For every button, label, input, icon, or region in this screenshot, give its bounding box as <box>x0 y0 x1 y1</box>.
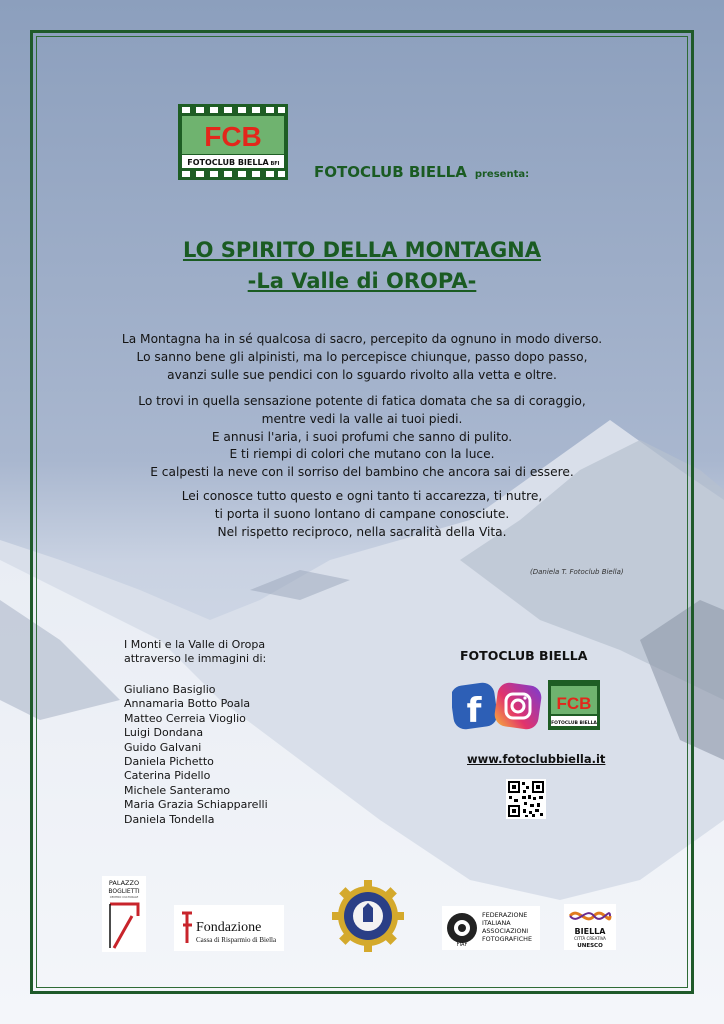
biella-unesco-logo <box>564 904 616 950</box>
svg-text:Fondazione: Fondazione <box>196 920 262 935</box>
poem-line: ti porta il suono lontano di campane conosciute. <box>214 506 510 521</box>
photographer-name: Caterina Pidello <box>124 769 211 783</box>
qr-code-icon[interactable] <box>506 779 546 819</box>
poem-line: E ti riempi di colori che mutano con la luce. <box>229 447 495 462</box>
photographer-list <box>124 683 268 827</box>
small-logo-letters: FCB <box>556 694 592 713</box>
logo-letters: FCB <box>204 121 262 152</box>
exhibition-subtitle: -La Valle di OROPA- <box>247 269 477 293</box>
svg-text:Cassa di Risparmio di Biella: Cassa di Risparmio di Biella <box>196 936 277 944</box>
small-logo-caption: FOTOCLUB BIELLA <box>551 721 597 726</box>
poem-stanza-3 <box>0 488 724 541</box>
website-link[interactable]: www.fotoclubbiella.it <box>467 752 606 766</box>
svg-text:FIAF: FIAF <box>456 942 468 948</box>
social-links <box>452 678 602 736</box>
fotoclub-small-logo-icon <box>548 680 600 730</box>
instagram-icon[interactable] <box>493 681 543 731</box>
photographer-name: Giuliano Basiglio <box>124 683 216 696</box>
organizer-line <box>314 163 529 181</box>
poem-line: E annusi l'aria, i suoi profumi che sanno di pulito. <box>211 429 513 444</box>
intro-line: attraverso le immagini di: <box>124 652 267 665</box>
photographer-name: Maria Grazia Schiapparelli <box>124 798 268 812</box>
facebook-icon[interactable] <box>452 681 499 731</box>
poem-line: Lei conosce tutto questo e ogni tanto ti accarezza, ti nutre, <box>181 489 543 503</box>
photographer-name: Daniela Pichetto <box>124 755 214 769</box>
poem-stanza-1 <box>0 331 724 384</box>
svg-text:UNESCO: UNESCO <box>577 943 603 949</box>
poem-line: avanzi sulle sue pendici con lo sguardo rivolto alla vetta e oltre. <box>167 367 557 382</box>
svg-text:CENTRO CULTURALE: CENTRO CULTURALE <box>109 895 139 899</box>
svg-text:FEDERAZIONE: FEDERAZIONE <box>482 911 528 919</box>
poem-line: E calpesti la neve con il sorriso del bambino che ancora sai di essere. <box>150 465 574 480</box>
svg-text:ITALIANA: ITALIANA <box>482 919 511 927</box>
photographer-name: Annamaria Botto Poala <box>124 697 251 711</box>
photographer-name: Michele Santeramo <box>124 783 231 797</box>
oropa-sanctuary-seal-icon <box>332 880 404 952</box>
poem-line: Nel rispetto reciproco, nella sacralità della Vita. <box>217 524 507 539</box>
intro-line: I Monti e la Valle di Oropa <box>124 638 266 651</box>
svg-text:BIELLA: BIELLA <box>574 927 606 936</box>
organizer-name: FOTOCLUB BIELLA <box>314 163 467 181</box>
photographer-name: Daniela Tondella <box>124 812 215 826</box>
svg-text:ASSOCIAZIONI: ASSOCIAZIONI <box>482 927 529 935</box>
contact-heading: FOTOCLUB BIELLA <box>460 648 588 663</box>
fiaf-logo <box>442 906 540 950</box>
svg-text:FOTOGRAFICHE: FOTOGRAFICHE <box>482 935 533 943</box>
photographer-name: Matteo Cerreia Vioglio <box>124 711 246 725</box>
poem-line: Lo sanno bene gli alpinisti, ma lo percepisce chiunque, passo dopo passo, <box>136 349 588 364</box>
logo-suffix: BFI <box>270 161 280 167</box>
poem-stanza-2 <box>0 393 724 482</box>
fotoclub-biella-logo <box>178 104 288 180</box>
svg-text:PALAZZO: PALAZZO <box>108 879 140 887</box>
poem-credit: (Daniela T. Fotoclub Biella) <box>530 568 624 576</box>
poem-line: Lo trovi in quella sensazione potente di fatica domata che sa di coraggio, <box>138 394 586 408</box>
presents-word: presenta: <box>474 169 530 180</box>
logo-caption: FOTOCLUB BIELLA <box>187 158 269 167</box>
fondazione-crb-logo <box>174 905 284 951</box>
photographer-name: Guido Galvani <box>124 740 202 754</box>
palazzo-boglietti-logo <box>102 876 146 952</box>
poem-line: La Montagna ha in sé qualcosa di sacro, percepito da ognuno in modo diverso. <box>121 332 603 346</box>
svg-text:f: f <box>466 691 482 731</box>
exhibition-title: LO SPIRITO DELLA MONTAGNA <box>182 238 542 262</box>
poem-line: mentre vedi la valle ai tuoi piedi. <box>261 411 463 426</box>
photographers-intro <box>124 638 266 666</box>
photographer-name: Luigi Dondana <box>124 726 204 740</box>
svg-text:BOGLIETTI: BOGLIETTI <box>108 888 140 895</box>
svg-text:CITTÀ CREATIVA: CITTÀ CREATIVA <box>574 936 606 941</box>
